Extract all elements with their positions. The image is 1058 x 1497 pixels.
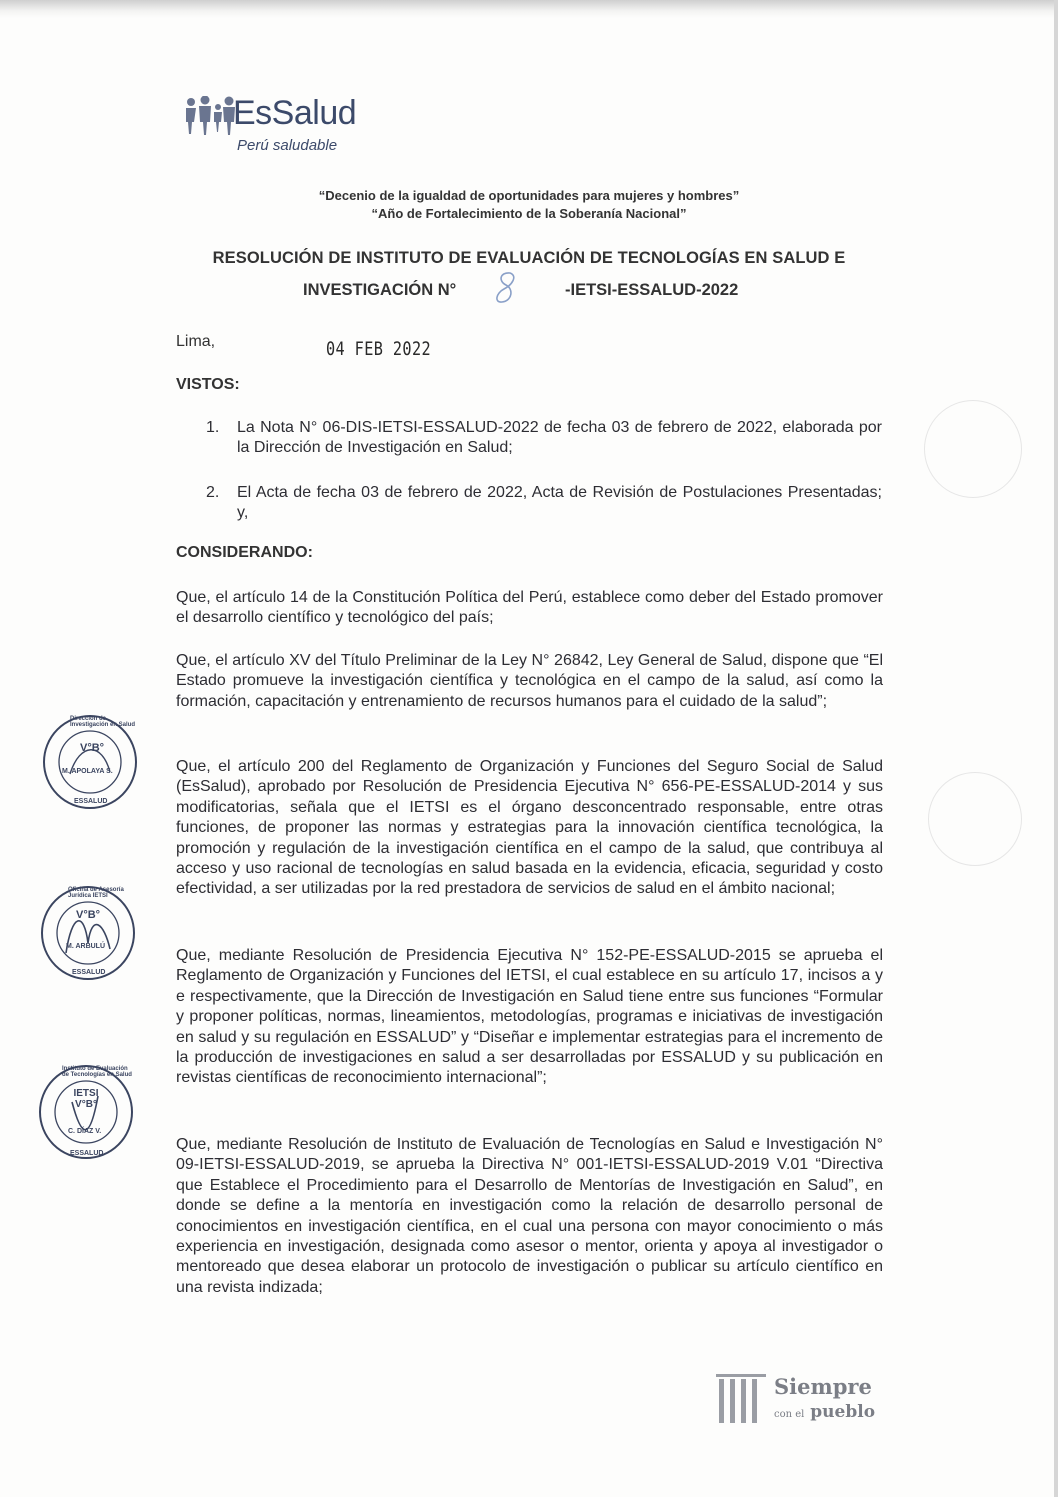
item-text: El Acta de fecha 03 de febrero de 2022, Acta de Revisión de Postulaciones Presentadas; y, [237, 484, 882, 521]
seal-name: M. ARBULÚ [66, 943, 106, 950]
slogan-sub-main: pueblo [810, 1402, 876, 1422]
seal-circle-text: Oficina de Asesoría Jurídica IETSI [68, 887, 124, 899]
seal-org: ESSALUD [70, 1150, 104, 1157]
columns-icon [714, 1370, 768, 1426]
seal-org: ESSALUD [72, 969, 106, 976]
seal-name: M. APOLAYA S. [62, 768, 113, 775]
faint-stamp-mark [928, 772, 1022, 866]
seal-circle-text: Dirección de Investigación en Salud [70, 716, 136, 728]
considerando-paragraph: Que, el artículo XV del Título Preliminar de la Ley N° 26842, Ley General de Salud, dispone que “El Estado promueve la investigación científica y tecnológica en el campo de la salud, así como la formación, capacitación y entrenamiento de recursos humanos para el cuidado de la salud”; [176, 652, 883, 710]
decenio-line-2: “Año de Fortalecimiento de la Soberanía Nacional” [371, 206, 687, 221]
seal-vb: V°B° [80, 742, 105, 754]
scan-edge-right [1054, 0, 1058, 1497]
logo-tagline: Perú saludable [237, 137, 338, 154]
seal-vb: IETSI V°B° [73, 1088, 99, 1110]
slogan-sub [774, 1402, 875, 1422]
resolution-number-suffix: -IETSI-ESSALUD-2022 [565, 281, 739, 299]
vistos-heading: VISTOS: [176, 376, 240, 393]
scan-edge [0, 0, 1058, 18]
handwritten-number-value [488, 270, 489, 271]
essalud-logo [183, 90, 393, 160]
seal-vb: V°B° [76, 909, 101, 921]
considerando-heading: CONSIDERANDO: [176, 544, 313, 561]
resolution-number-prefix: INVESTIGACIÓN N° [303, 281, 457, 299]
item-number: 2. [206, 484, 220, 501]
slogan-main: Siempre [774, 1374, 872, 1399]
approval-seal [40, 712, 140, 812]
handwritten-number [488, 270, 528, 306]
considerando-paragraph: Que, mediante Resolución de Presidencia Ejecutiva N° 152-PE-ESSALUD-2015 se aprueba el Reglamento de Organización y Funciones del IETSI, el cual establece en su artículo 17, incisos a y e respectivamente, que la Dirección de Investigación en Salud tiene entre sus funciones “Formular y proponer políticas, normas, lineamientos, metodologías, programas e iniciativas de investigación en salud y su regulación en ESSALUD” y “Diseñar e implementar estrategias para el incremento de la producción de investigaciones en salud a ser desarrolladas por ESSALUD y su publicación en revistas científicas de reconocimiento internacional”; [176, 947, 883, 1087]
considerando-paragraph: Que, el artículo 14 de la Constitución Política del Perú, establece como deber del Estado promover el desarrollo científico y tecnológico del país; [176, 589, 883, 627]
vistos-item [206, 483, 882, 523]
date-stamp: 04 FEB 2022 [326, 338, 432, 360]
considerando-paragraph: Que, mediante Resolución de Instituto de Evaluación de Tecnologías en Salud e Investigación N° 09-IETSI-ESSALUD-2019, se aprueba la Directiva N° 001-IETSI-ESSALUD-2019 V.01 “Directiva que Establece el Procedimiento para el Desarrollo de Mentorías de Investigación en Salud”, en donde se define a la mentoría en investigación como la relación de desarrollo personal de conocimientos en investigación científica, en el cual una persona con mayor conocimiento o más experiencia en investigación, designada como asesor o mentor, orienta y apoya al investigador o mentoreado que desea elaborar un protocolo de investigación o publicar su artículo científico en una revista indizada; [176, 1136, 883, 1296]
considerando-paragraph: Que, el artículo 200 del Reglamento de Organización y Funciones del Seguro Social de Salud (EsSalud), aprobado por Resolución de Presidencia Ejecutiva N° 656-PE-ESSALUD-2014 y sus modificatorias, señala que el IETSI es el órgano desconcentrado responsable, entre otras funciones, de proponer las normas y estrategias para la innovación científica tecnológica, la promoción y regulación de la investigación científica en el campo de la salud, que contribuya al acceso y uso racional de tecnologías en salud basada en la evidencia, eficacia, seguridad y costo efectividad, a ser utilizadas por la red prestadora de servicios de salud en el ámbito nacional; [176, 758, 883, 898]
faint-stamp-mark [924, 400, 1022, 498]
place-label: Lima, [176, 333, 216, 350]
vistos-item [206, 418, 882, 458]
footer-slogan [714, 1370, 884, 1430]
decenio-line-1: “Decenio de la igualdad de oportunidades para mujeres y hombres” [318, 188, 740, 203]
seal-name: C. DÍAZ V. [68, 1128, 102, 1135]
item-number: 1. [206, 419, 220, 436]
logo-name: EsSalud [233, 94, 357, 132]
family-figures-icon [183, 96, 239, 136]
slogan-sub-small: con el [774, 1409, 805, 1420]
seal-org: ESSALUD [74, 798, 108, 805]
handwritten-eight-icon [488, 270, 528, 306]
approval-seal [36, 1062, 136, 1162]
resolution-title: RESOLUCIÓN DE INSTITUTO DE EVALUACIÓN DE TECNOLOGÍAS EN SALUD E [212, 249, 846, 267]
item-text: La Nota N° 06-DIS-IETSI-ESSALUD-2022 de fecha 03 de febrero de 2022, elaborada por la Dirección de Investigación en Salud; [237, 419, 882, 456]
seal-circle-text: Instituto de Evaluación de Tecnologías en Salud [62, 1066, 132, 1078]
approval-seal [38, 883, 138, 983]
